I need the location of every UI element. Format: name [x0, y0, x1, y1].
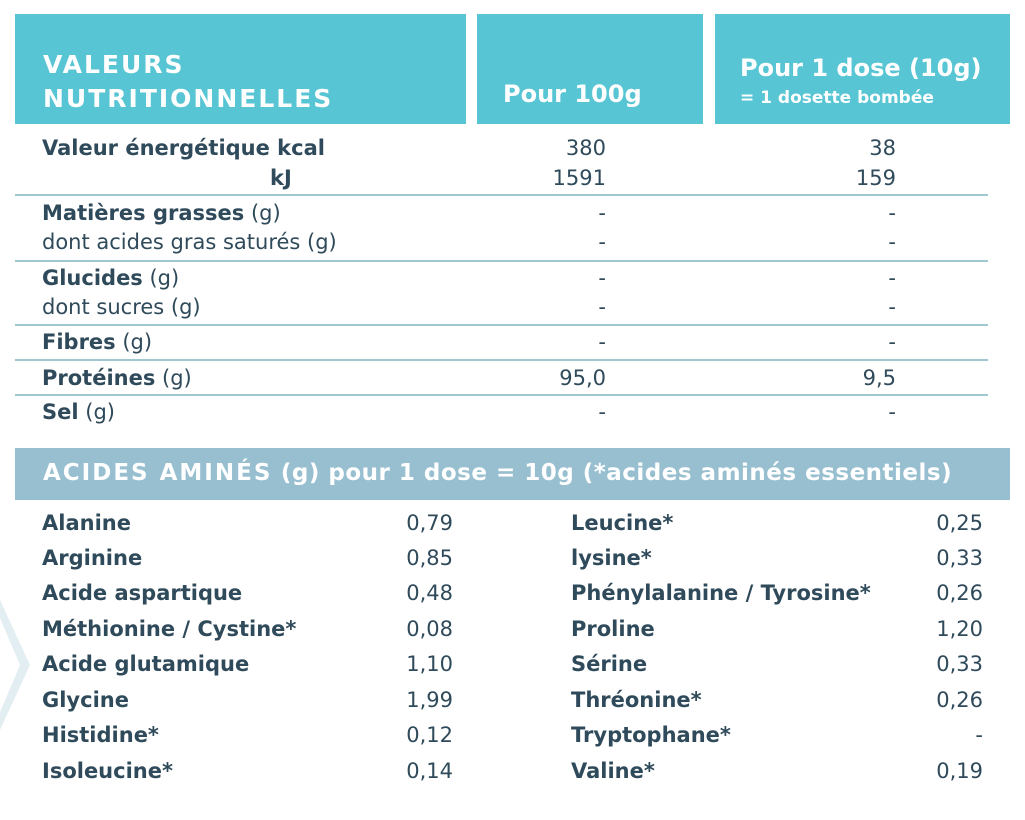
amino-name: Méthionine / Cystine*: [42, 617, 297, 641]
energy-kj-100: 1591: [552, 166, 606, 190]
salt-label: Sel (g): [42, 400, 115, 424]
carb-100: -: [598, 266, 606, 290]
amino-value: 1,20: [936, 617, 983, 641]
energy-kcal-dose: 38: [869, 136, 896, 160]
amino-name: Acide glutamique: [42, 652, 250, 676]
header-per-100g-cell: [477, 14, 703, 124]
amino-acids-header: [15, 448, 1010, 500]
amino-value: 0,26: [936, 581, 983, 605]
salt-100: -: [598, 400, 606, 424]
fat-dose: -: [888, 201, 896, 225]
amino-name: Alanine: [42, 511, 131, 535]
sugar-label: dont sucres (g): [42, 295, 201, 319]
amino-name: Valine*: [571, 759, 655, 783]
saturated-label: dont acides gras saturés (g): [42, 230, 337, 254]
amino-acids-title: ACIDES AMINÉS (g) pour 1 dose = 10g (*acides aminés essentiels): [43, 460, 953, 486]
energy-label: Valeur énergétique kcal: [42, 136, 325, 160]
amino-value: 0,33: [936, 546, 983, 570]
fiber-dose: -: [888, 330, 896, 354]
table-title: VALEURS NUTRITIONNELLES: [43, 50, 334, 113]
amino-name: Acide aspartique: [42, 581, 243, 605]
amino-value: 0,25: [936, 511, 983, 535]
saturated-dose: -: [888, 230, 896, 254]
saturated-100: -: [598, 230, 606, 254]
sugar-dose: -: [888, 295, 896, 319]
sugar-100: -: [598, 295, 606, 319]
header-title-cell: [15, 14, 466, 124]
amino-value: 0,48: [406, 581, 453, 605]
energy-kj-dose: 159: [855, 166, 896, 190]
amino-value: 0,19: [936, 759, 983, 783]
amino-value: 0,14: [406, 759, 453, 783]
fat-100: -: [598, 201, 606, 225]
carb-dose: -: [888, 266, 896, 290]
fiber-label: Fibres (g): [42, 330, 153, 354]
fiber-100: -: [598, 330, 606, 354]
amino-name: Thréonine*: [571, 688, 702, 712]
protein-100: 95,0: [559, 366, 606, 390]
chevron-right-icon: [0, 600, 30, 730]
amino-value: 1,10: [406, 652, 453, 676]
carb-label: Glucides (g): [42, 266, 180, 290]
salt-dose: -: [888, 400, 896, 424]
kj-label: kJ: [270, 166, 292, 190]
column-header-dose-sub: = 1 dosette bombée: [740, 88, 934, 108]
header-per-dose-cell: [715, 14, 1010, 124]
amino-value: 1,99: [406, 688, 453, 712]
amino-value: 0,08: [406, 617, 453, 641]
amino-value: 0,26: [936, 688, 983, 712]
amino-value: 0,79: [406, 511, 453, 535]
amino-name: lysine*: [571, 546, 652, 570]
energy-kcal-100: 380: [565, 136, 606, 160]
amino-name: Tryptophane*: [571, 723, 731, 747]
amino-name: Arginine: [42, 546, 143, 570]
amino-value: 0,12: [406, 723, 453, 747]
column-header-dose: Pour 1 dose (10g): [740, 54, 982, 82]
amino-name: Proline: [571, 617, 655, 641]
protein-dose: 9,5: [862, 366, 896, 390]
amino-name: Histidine*: [42, 723, 159, 747]
amino-name: Leucine*: [571, 511, 674, 535]
amino-name: Isoleucine*: [42, 759, 173, 783]
amino-name: Phénylalanine / Tyrosine*: [571, 581, 871, 605]
row-separator: [15, 260, 988, 262]
amino-value: 0,85: [406, 546, 453, 570]
amino-value: -: [975, 723, 983, 747]
amino-value: 0,33: [936, 652, 983, 676]
row-separator: [15, 324, 988, 326]
amino-name: Sérine: [571, 652, 648, 676]
fat-label: Matières grasses (g): [42, 201, 281, 225]
protein-label: Protéines (g): [42, 366, 192, 390]
row-separator: [15, 194, 988, 196]
row-separator: [15, 394, 988, 396]
amino-name: Glycine: [42, 688, 129, 712]
row-separator: [15, 359, 988, 361]
column-header-100g: Pour 100g: [503, 80, 642, 108]
